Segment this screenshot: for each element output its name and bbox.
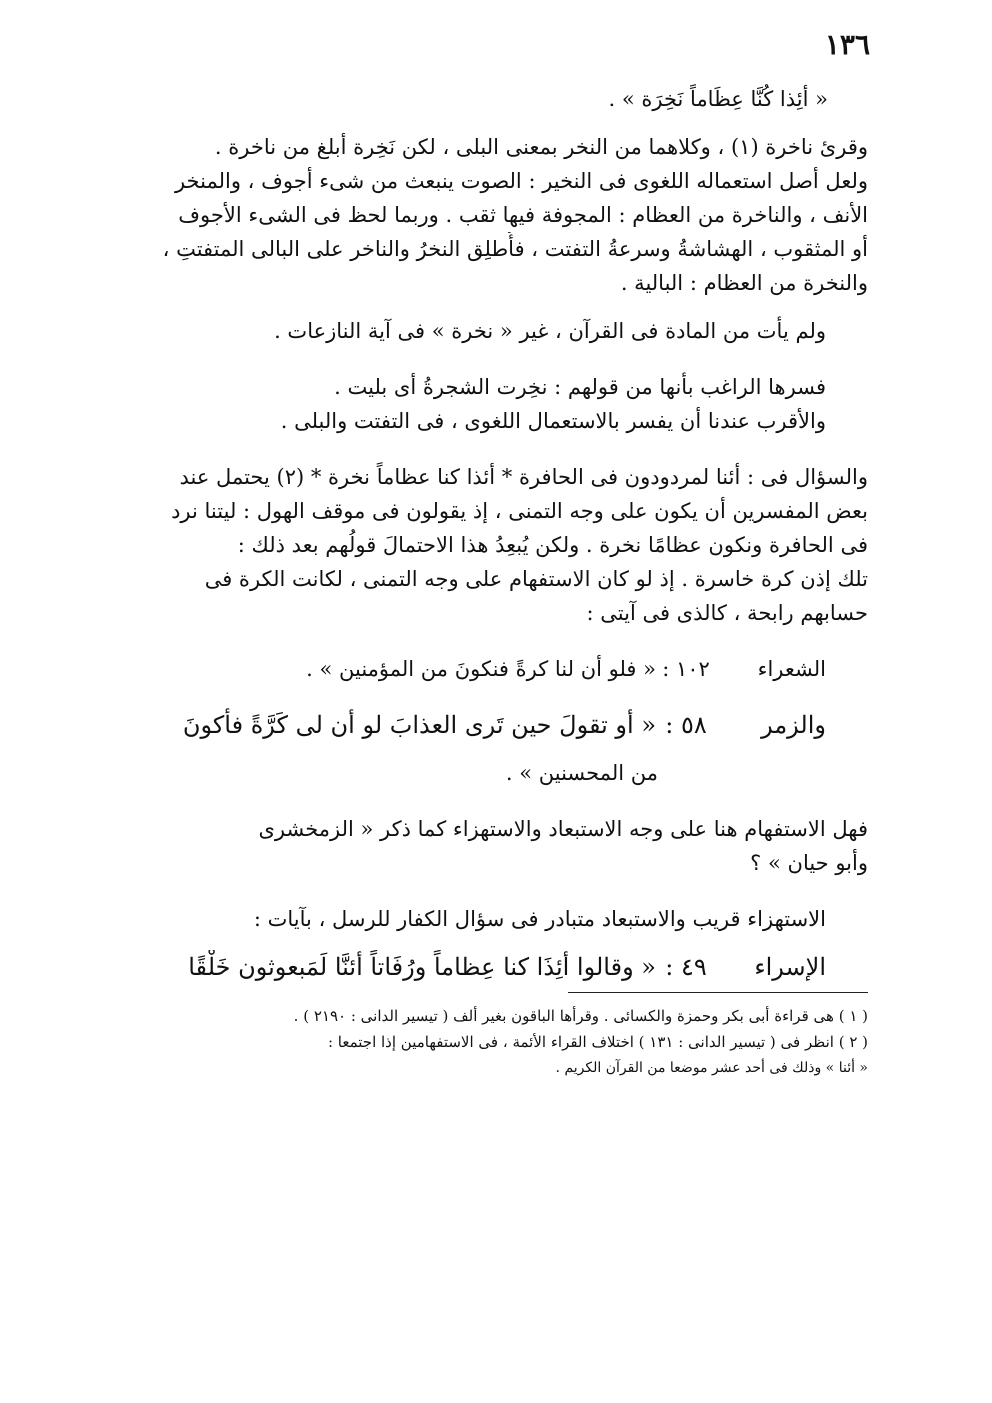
verse-citation — [128, 950, 868, 984]
paragraph-line: بعض المفسرين أن يكون على وجه التمنى ، إذ يقولون فى موقف الهول : ليتنا نرد — [171, 499, 868, 523]
paragraph-line: الأنف ، والناخرة من العظام : المجوفة فيها ثقب . وربما لحظ فى الشىء الأجوف — [178, 203, 868, 227]
verse-surah: الشعراء — [757, 657, 826, 681]
paragraph-6: الاستهزاء قريب والاستبعاد متبادر فى سؤال الكفار للرسل ، بآيات : — [253, 907, 826, 931]
paragraph-line: تلك إذن كرة خاسرة . إذ لو كان الاستفهام على وجه التمنى ، لكانت الكرة فى — [204, 567, 868, 591]
paragraph-line: فى الحافرة ونكون عظامًا نخرة . ولكن يُبعِدُ هذا الاحتمالَ قولُهم بعد ذلك : — [237, 533, 868, 557]
footnote: ( ١ ) هى قراءة أبى بكر وحمزة والكسائى . وقرأها الباقون بغير ألف ( تيسير الدانى : ٢١٩٠ ) . — [293, 1007, 868, 1025]
paragraph-3 — [128, 370, 868, 438]
paragraph-line: فسرها الراغب بأنها من قولهم : نخِرت الشجرةُ أى بليت . — [334, 375, 826, 399]
opening-quote: « أئِذا كُنَّا عِظَاماً نَخِرَة » . — [608, 87, 828, 111]
paragraph-line: وأبو حيان » ؟ — [750, 851, 868, 875]
page-body — [128, 82, 868, 1081]
verse-surah: والزمر — [761, 711, 826, 739]
footnote: ( ٢ ) انظر فى ( تيسير الدانى : ١٣١ ) اختلاف القراء الأئمة ، فى الاستفهامين إذا اجتمعا : — [327, 1033, 868, 1051]
verse-surah: الإسراء — [754, 953, 826, 981]
footnote-continuation: « أئنا » وذلك فى أحد عشر موضعا من القرآن الكريم . — [555, 1060, 868, 1076]
verse-number: ٤٩ : — [665, 953, 707, 981]
paragraph-line: ولعل أصل استعماله اللغوى فى النخير : الصوت ينبعث من شىء أجوف ، والمنخر — [174, 169, 868, 193]
paragraph-line: والسؤال فى : أئنا لمردودون فى الحافرة * أئذا كنا عظاماً نخرة * (٢) يحتمل عند — [179, 465, 868, 489]
paragraph-line: والأقرب عندنا أن يفسر بالاستعمال اللغوى ، فى التفتت والبلى . — [280, 409, 826, 433]
footnote-divider — [568, 992, 868, 993]
paragraph-4 — [128, 460, 868, 630]
verse-continuation: من المحسنين » . — [505, 761, 658, 785]
paragraph-line: فهل الاستفهام هنا على وجه الاستبعاد والاستهزاء كما ذكر « الزمخشرى — [258, 817, 868, 841]
verse-text: « وقالوا أئِذَا كنا عِظاماً ورُفَاتاً أئنَّا لَمَبعوثون خَلْقًا — [188, 953, 656, 981]
paragraph-line: وقرئ ناخرة (١) ، وكلاهما من النخر بمعنى البلى ، لكن نَخِرة أبلغ من ناخرة . — [214, 135, 868, 159]
paragraph-5 — [128, 812, 868, 880]
verse-citation — [128, 708, 868, 742]
verse-text: « أو تقولَ حين تَرى العذابَ لو أن لى كَرَّةً فأَكونَ — [182, 711, 656, 739]
page-number: ١٣٦ — [824, 28, 870, 61]
paragraph-line: أو المثقوب ، الهشاشةُ وسرعةُ التفتت ، فأُطلِق النخرُ والناخر على البالى المتفتتِ ، — [162, 237, 868, 261]
paragraph-line: حسابهم رابحة ، كالذى فى آيتى : — [586, 601, 868, 625]
verse-number: ٥٨ : — [665, 711, 707, 739]
verse-citation — [128, 652, 868, 686]
verse-text: « فلو أن لنا كرةً فنكونَ من المؤمنين » . — [306, 657, 656, 681]
footnotes — [128, 1003, 868, 1081]
paragraph-line: والنخرة من العظام : البالية . — [620, 271, 868, 295]
paragraph-1 — [128, 130, 868, 300]
paragraph-2: ولم يأت من المادة فى القرآن ، غير « نخرة » فى آية النازعات . — [274, 319, 826, 343]
verse-number: ١٠٢ : — [662, 657, 710, 681]
